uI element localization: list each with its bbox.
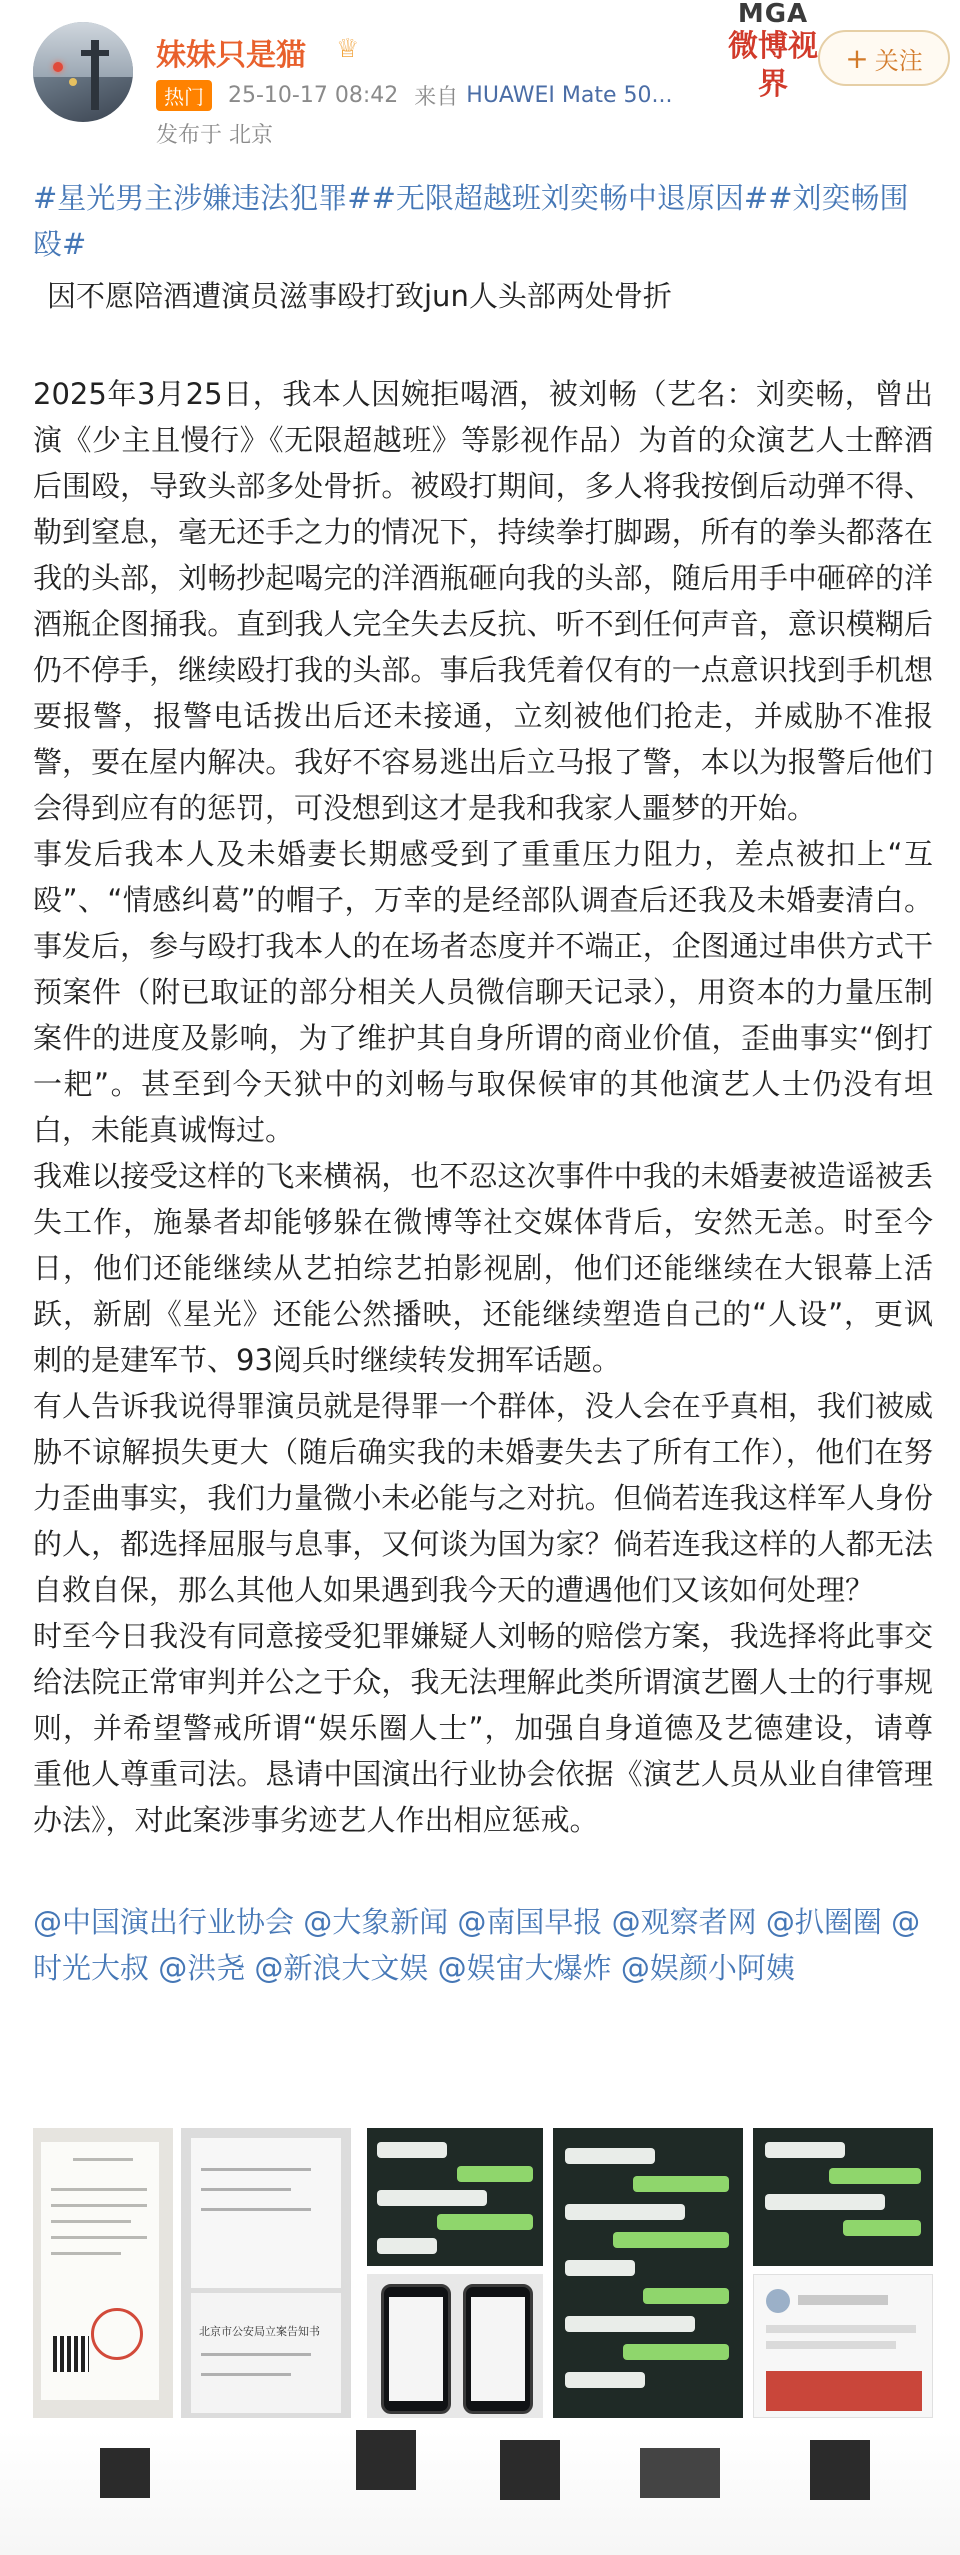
redaction-block bbox=[100, 2448, 150, 2498]
post-subtitle: 因不愿陪酒遭演员滋事殴打致jun人头部两处骨折 bbox=[47, 279, 672, 313]
source-prefix: 来自 bbox=[414, 84, 459, 110]
crown-icon: ♕ bbox=[336, 34, 360, 64]
hashtag-links[interactable]: #星光男主涉嫌违法犯罪##无限超越班刘奕畅中退原因##刘奕畅围殴# bbox=[33, 181, 909, 261]
image-thumb-phones[interactable] bbox=[367, 2274, 543, 2418]
red-banner bbox=[766, 2371, 922, 2411]
document-paper bbox=[191, 2138, 341, 2288]
post-location: 发布于 北京 bbox=[156, 123, 273, 148]
doc-line bbox=[51, 2204, 147, 2207]
post-timestamp: 25-10-17 08:42 bbox=[228, 82, 399, 108]
image-thumb-screenshot[interactable] bbox=[753, 2274, 933, 2418]
hot-badge: 热门 bbox=[156, 80, 212, 111]
redaction-block bbox=[500, 2440, 560, 2500]
paragraph: 有人告诉我说得罪演员就是得罪一个群体，没人会在乎真相，我们被威胁不谅解损失更大（随后确实我的未婚妻失去了所有工作），他们在努力歪曲事实，我们力量微小未必能与之对抗。但倘若连我这样军人身份的人，都选择屈服与息事，又何谈为国为家？倘若连我这样的人都无法自救自保，那么其他人如果遇到我今天的遭遇他们又该如何处理？ bbox=[33, 1389, 933, 1607]
image-thumb-document[interactable] bbox=[33, 2128, 173, 2418]
doc-line bbox=[51, 2220, 131, 2223]
image-thumb-chat[interactable] bbox=[753, 2128, 933, 2266]
avatar-light bbox=[53, 62, 63, 72]
red-stamp-icon bbox=[91, 2308, 143, 2360]
doc-line bbox=[51, 2252, 121, 2255]
doc-line bbox=[73, 2158, 133, 2161]
paragraph: 事发后我本人及未婚妻长期感受到了重重压力阻力，差点被扣上“互殴”、“情感纠葛”的帽子，万幸的是经部队调查后还我及未婚妻清白。事发后，参与殴打我本人的在场者态度并不端正，企图通过串供方式干预案件（附已取证的部分相关人员微信聊天记录），用资本的力量压制案件的进度及影响，为了维护其自身所谓的商业价值，歪曲事实“倒打一耙”。甚至到今天狱中的刘畅与取保候审的其他演艺人士仍没有坦白，未能真诚悔过。 bbox=[33, 837, 933, 1147]
doc-line bbox=[201, 2168, 311, 2171]
doc-line bbox=[201, 2353, 311, 2356]
doc-line bbox=[51, 2188, 147, 2191]
avatar-icon bbox=[766, 2289, 790, 2313]
paragraph: 2025年3月25日，我本人因婉拒喝酒，被刘畅（艺名：刘奕畅，曾出演《少主且慢行》《无限超越班》等影视作品）为首的众演艺人士醉酒后围殴，导致头部多处骨折。被殴打期间，多人将我按倒后动弹不得、勒到窒息，毫无还手之力的情况下，持续拳打脚踢，所有的拳头都落在我的头部，刘畅抄起喝完的洋酒瓶砸向我的头部，随后用手中砸碎的洋酒瓶企图捅我。直到我人完全失去反抗、听不到任何声音，意识模糊后仍不停手，继续殴打我的头部。事后我凭着仅有的一点意识找到手机想要报警，报警电话拨出后还未接通，立刻被他们抢走，并威胁不准报警，要在屋内解决。我好不容易逃出后立马报了警，本以为报警后他们会得到应有的惩罚，可没想到这才是我和我家人噩梦的开始。 bbox=[33, 377, 933, 825]
plus-icon: + bbox=[845, 41, 869, 75]
redaction-block bbox=[356, 2430, 416, 2490]
doc-line bbox=[201, 2373, 291, 2376]
post-body bbox=[33, 371, 933, 1843]
follow-button[interactable] bbox=[818, 30, 950, 86]
notice-header: 北京市公安局立案告知书 bbox=[199, 2325, 320, 2338]
logo-mga: MGA bbox=[737, 0, 809, 29]
redaction-block bbox=[810, 2440, 870, 2500]
post-header bbox=[0, 0, 960, 160]
doc-line bbox=[201, 2208, 311, 2211]
paragraph: 我难以接受这样的飞来横祸，也不忍这次事件中我的未婚妻被造谣被丢失工作，施暴者却能够躲在微博等社交媒体背后，安然无恙。时至今日，他们还能继续从艺拍综艺拍影视剧，他们还能继续在大银幕上活跃，新剧《星光》还能公然播映，还能继续塑造自己的“人设”，更讽刺的是建军节、93阅兵时继续转发拥军话题。 bbox=[33, 1159, 933, 1377]
weibo-vision-logo bbox=[718, 0, 828, 100]
follow-label: 关注 bbox=[874, 46, 923, 75]
device-link[interactable]: HUAWEI Mate 50... bbox=[466, 82, 673, 108]
paragraph: 时至今日我没有同意接受犯罪嫌疑人刘畅的赔偿方案，我选择将此事交给法院正常审判并公之于众，我无法理解此类所谓演艺圈人士的行事规则，并希望警戒所谓“娱乐圈人士”，加强自身道德及艺德建设，请尊重他人尊重司法。恳请中国演出行业协会依据《演艺人员从业自律管理办法》，对此案涉事劣迹艺人作出相应惩戒。 bbox=[33, 1619, 933, 1837]
avatar-light-2 bbox=[69, 78, 77, 86]
post-content bbox=[33, 175, 933, 1991]
post-meta bbox=[156, 80, 673, 110]
image-gallery bbox=[33, 2128, 933, 2428]
image-thumb-police-notice[interactable] bbox=[181, 2128, 351, 2418]
qr-code-icon bbox=[53, 2336, 89, 2372]
logo-title: 微博视界 bbox=[728, 29, 818, 102]
phone-image bbox=[463, 2284, 533, 2414]
username[interactable]: 妹妹只是猫 bbox=[156, 38, 306, 73]
avatar-tower bbox=[91, 40, 99, 110]
phone-image bbox=[381, 2284, 451, 2414]
mention-links[interactable]: @中国演出行业协会 @大象新闻 @南国早报 @观察者网 @扒圈圈 @时光大叔 @洪尧 @新浪大文娱 @娱宙大爆炸 @娱颜小阿姨 bbox=[33, 1905, 921, 1985]
image-thumb-chat[interactable] bbox=[367, 2128, 543, 2266]
doc-line bbox=[201, 2188, 291, 2191]
image-thumb-chat[interactable] bbox=[553, 2128, 743, 2418]
avatar[interactable] bbox=[33, 22, 133, 122]
doc-line bbox=[51, 2236, 147, 2239]
redaction-block bbox=[640, 2448, 720, 2498]
